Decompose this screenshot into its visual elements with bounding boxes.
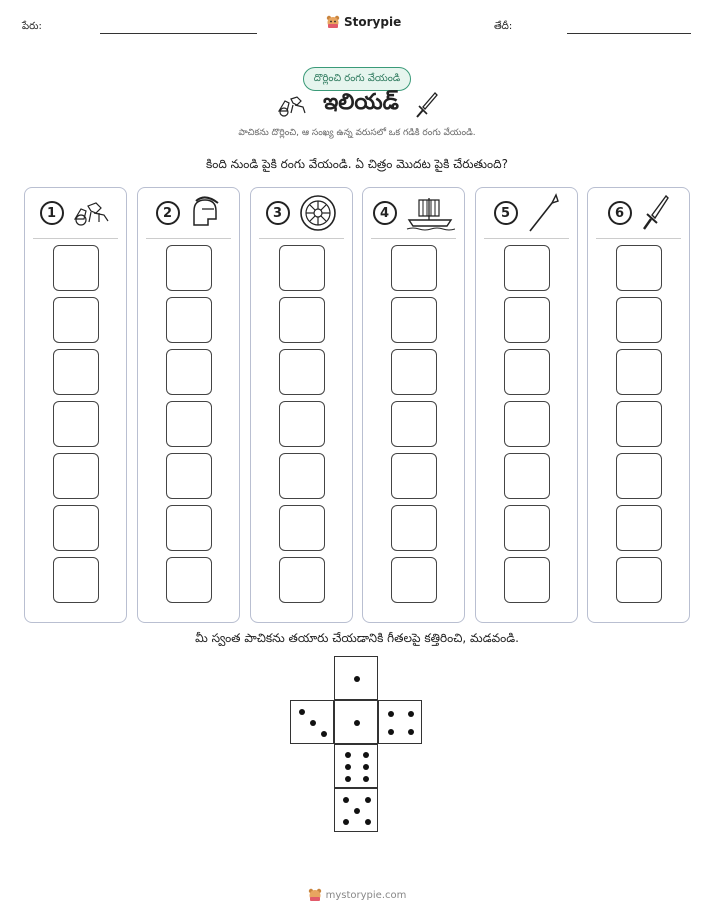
color-box[interactable]: [391, 505, 437, 551]
color-box[interactable]: [504, 349, 550, 395]
color-box[interactable]: [391, 245, 437, 291]
footer-site: mystorypie.com: [325, 889, 407, 901]
column-divider: [146, 238, 231, 239]
brand-name: Storypie: [344, 15, 402, 29]
color-box[interactable]: [616, 401, 662, 447]
name-label: పేరు:: [22, 21, 42, 32]
dice-pip: [388, 729, 394, 735]
dice-pip: [299, 709, 305, 715]
color-box[interactable]: [391, 557, 437, 603]
color-box[interactable]: [616, 297, 662, 343]
sword-icon: [640, 193, 670, 233]
chariot-icon: [275, 93, 309, 117]
column-6: [587, 187, 690, 623]
column-1: [24, 187, 127, 623]
color-box[interactable]: [616, 245, 662, 291]
color-box[interactable]: [279, 453, 325, 499]
color-box[interactable]: [53, 245, 99, 291]
bear-icon: [326, 15, 340, 29]
column-5: [475, 187, 578, 623]
color-box[interactable]: [391, 349, 437, 395]
color-box[interactable]: [279, 297, 325, 343]
dice-instruction: మీ స్వంత పాచికను తయారు చేయడానికి గీతలపై కత్తిరించి, మడవండి.: [195, 631, 519, 645]
chariot-icon: [72, 199, 112, 227]
column-number: 4: [373, 201, 397, 225]
column-header: [251, 188, 352, 238]
dice-pip: [388, 711, 394, 717]
color-box[interactable]: [504, 453, 550, 499]
color-box[interactable]: [504, 245, 550, 291]
dice-pip: [363, 752, 369, 758]
dice-face: [334, 656, 378, 700]
name-line[interactable]: [100, 33, 257, 34]
column-header: [363, 188, 464, 238]
footer: [308, 888, 407, 902]
dice-face: [334, 744, 378, 788]
color-box[interactable]: [166, 401, 212, 447]
color-box[interactable]: [279, 557, 325, 603]
spear-icon: [526, 193, 560, 233]
dice-pip: [321, 731, 327, 737]
color-box[interactable]: [279, 245, 325, 291]
dice-pip: [365, 797, 371, 803]
dice-pip: [354, 676, 360, 682]
shield-icon: [298, 193, 338, 233]
color-box[interactable]: [391, 401, 437, 447]
dice-face: [334, 700, 378, 744]
column-3: [250, 187, 353, 623]
dice-pip: [354, 720, 360, 726]
dice-face: [334, 788, 378, 832]
dice-face: [378, 700, 422, 744]
dice-face: [290, 700, 334, 744]
color-box[interactable]: [504, 297, 550, 343]
color-box[interactable]: [616, 505, 662, 551]
color-box[interactable]: [279, 349, 325, 395]
dice-pip: [365, 819, 371, 825]
column-number: 6: [608, 201, 632, 225]
dice-pip: [345, 764, 351, 770]
dice-pip: [343, 819, 349, 825]
color-box[interactable]: [616, 349, 662, 395]
color-box[interactable]: [166, 297, 212, 343]
color-box[interactable]: [616, 453, 662, 499]
color-box[interactable]: [504, 557, 550, 603]
color-box[interactable]: [504, 505, 550, 551]
color-box[interactable]: [53, 557, 99, 603]
dice-pip: [408, 729, 414, 735]
column-header: [476, 188, 577, 238]
dice-pip: [345, 752, 351, 758]
subtitle: పాచికను దొర్లించి, ఆ సంఖ్య ఉన్న వరుసలో ఒక గడికి రంగు వేయండి.: [238, 128, 476, 138]
instruction-text: కింది నుండి పైకి రంగు వేయండి. ఏ చిత్రం మొదట పైకి చేరుతుంది?: [206, 157, 508, 171]
column-number: 3: [266, 201, 290, 225]
column-number: 1: [40, 201, 64, 225]
dice-net: [290, 656, 424, 834]
color-box[interactable]: [279, 505, 325, 551]
color-box[interactable]: [279, 401, 325, 447]
column-2: [137, 187, 240, 623]
column-header: [588, 188, 689, 238]
column-header: [138, 188, 239, 238]
color-box[interactable]: [53, 297, 99, 343]
dice-pip: [354, 808, 360, 814]
color-box[interactable]: [391, 297, 437, 343]
color-box[interactable]: [616, 557, 662, 603]
column-header: [25, 188, 126, 238]
color-box[interactable]: [166, 453, 212, 499]
ship-icon: [405, 194, 455, 232]
column-number: 5: [494, 201, 518, 225]
brand-logo: [326, 15, 401, 29]
dice-pip: [363, 764, 369, 770]
color-box[interactable]: [53, 401, 99, 447]
color-box[interactable]: [166, 505, 212, 551]
helmet-icon: [188, 195, 222, 231]
color-box[interactable]: [166, 349, 212, 395]
color-box[interactable]: [504, 401, 550, 447]
date-label: తేదీ:: [494, 21, 513, 32]
dice-pip: [408, 711, 414, 717]
column-number: 2: [156, 201, 180, 225]
column-divider: [33, 238, 118, 239]
sword-icon: [413, 90, 439, 120]
column-divider: [371, 238, 456, 239]
color-box[interactable]: [53, 453, 99, 499]
color-box[interactable]: [166, 557, 212, 603]
color-box[interactable]: [391, 453, 437, 499]
color-box[interactable]: [53, 349, 99, 395]
color-box[interactable]: [166, 245, 212, 291]
column-4: [362, 187, 465, 623]
dice-pip: [345, 776, 351, 782]
dice-pip: [363, 776, 369, 782]
column-divider: [484, 238, 569, 239]
date-line[interactable]: [567, 33, 691, 34]
dice-pip: [343, 797, 349, 803]
bear-icon: [308, 888, 322, 902]
color-box[interactable]: [53, 505, 99, 551]
column-divider: [596, 238, 681, 239]
page-title: ఇలియడ్: [323, 90, 399, 115]
dice-pip: [310, 720, 316, 726]
column-divider: [259, 238, 344, 239]
activity-tag: దొర్లించి రంగు వేయండి: [303, 67, 411, 91]
